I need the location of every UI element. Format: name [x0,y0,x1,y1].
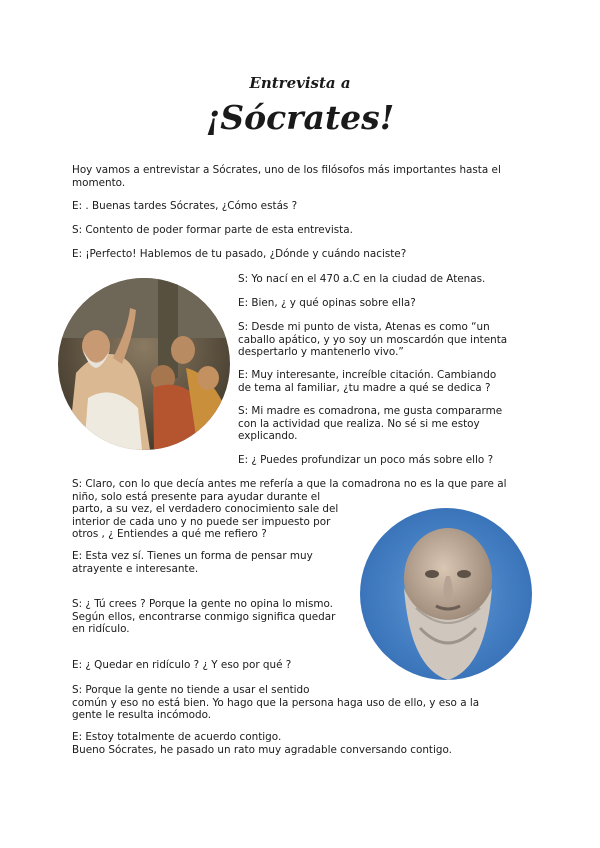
intro-paragraph [72,164,501,189]
text-line: Bueno Sócrates, he pasado un rato muy agradable conversando contigo. [72,743,452,756]
text-line: S: Contento de poder formar parte de esta entrevista. [72,224,353,236]
subtitle: Entrevista a [249,74,351,92]
dialogue-line [238,405,502,443]
text-line: E: ¿ Quedar en ridículo ? ¿ Y eso por qué ? [72,659,292,671]
dialogue-line [238,454,493,467]
text-line: E: ¿ Puedes profundizar un poco más sobre ello ? [238,454,494,466]
text-line: S: ¿ Tú crees ? Porque la gente no opina lo mismo. [72,598,333,610]
dialogue-line [72,200,297,213]
text-line: común y eso no está bien. Yo hago que la persona haga uso de ello, y eso a la [72,696,480,709]
page-title: ¡Sócrates! [205,98,395,137]
dialogue-line [238,273,485,286]
text-line: S: Mi madre es comadrona, me gusta compararme [238,405,503,417]
text-line: Según ellos, encontrarse conmigo significa quedar [72,610,336,623]
text-line: en ridículo. [72,623,130,635]
text-line: E: Esta vez sí. Tienes un forma de pensar muy [72,550,313,562]
text-line: explicando. [238,430,298,442]
text-line: E: Estoy totalmente de acuerdo contigo. [72,731,282,743]
dialogue-line [72,224,353,237]
text-line: E: Bien, ¿ y qué opinas sobre ella? [238,297,416,309]
dialogue-line [72,731,452,756]
text-line: atrayente e interesante. [72,562,199,575]
text-line: caballo apático, y yo soy un moscardón que intenta [238,333,508,346]
dialogue-line [238,369,496,394]
socrates-painting-image [58,278,230,450]
text-line: Hoy vamos a entrevistar a Sócrates, uno de los filósofos más importantes hasta el [72,164,501,176]
text-line: con la actividad que realiza. No sé si me estoy [238,417,480,430]
text-line: despertarlo y mantenerlo vivo.” [238,346,404,358]
text-line: E: Muy interesante, increíble citación. Cambiando [238,369,497,381]
text-line: interior de cada uno y no puede ser impuesto por [72,515,331,528]
dialogue-line [72,598,335,636]
dialogue-line [72,550,313,575]
dialogue-line [72,659,291,672]
dialogue-line [72,248,406,261]
text-line: niño, solo está presente para ayudar durante el [72,490,321,503]
text-line: S: Yo nací en el 470 a.C en la ciudad de Atenas. [238,273,486,285]
text-line: E: . Buenas tardes Sócrates, ¿Cómo estás ? [72,200,298,212]
text-line: de tema al familiar, ¿tu madre a qué se dedica ? [238,381,491,394]
text-line: S: Porque la gente no tiende a usar el sentido [72,684,310,696]
socrates-bust-image [360,508,532,680]
text-line: E: ¡Perfecto! Hablemos de tu pasado, ¿Dónde y cuándo naciste? [72,248,407,260]
text-line: momento. [72,176,126,189]
dialogue-line [238,321,507,359]
text-line: parto, a su vez, el verdadero conocimiento sale del [72,503,339,515]
dialogue-line [238,297,416,310]
text-line: S: Claro, con lo que decía antes me refería a que la comadrona no es la que pare al [72,478,507,490]
text-line: S: Desde mi punto de vista, Atenas es como “un [238,321,490,333]
text-line: gente le resulta incómodo. [72,709,212,721]
dialogue-line [72,684,479,722]
text-line: otros , ¿ Entiendes a qué me refiero ? [72,528,267,540]
